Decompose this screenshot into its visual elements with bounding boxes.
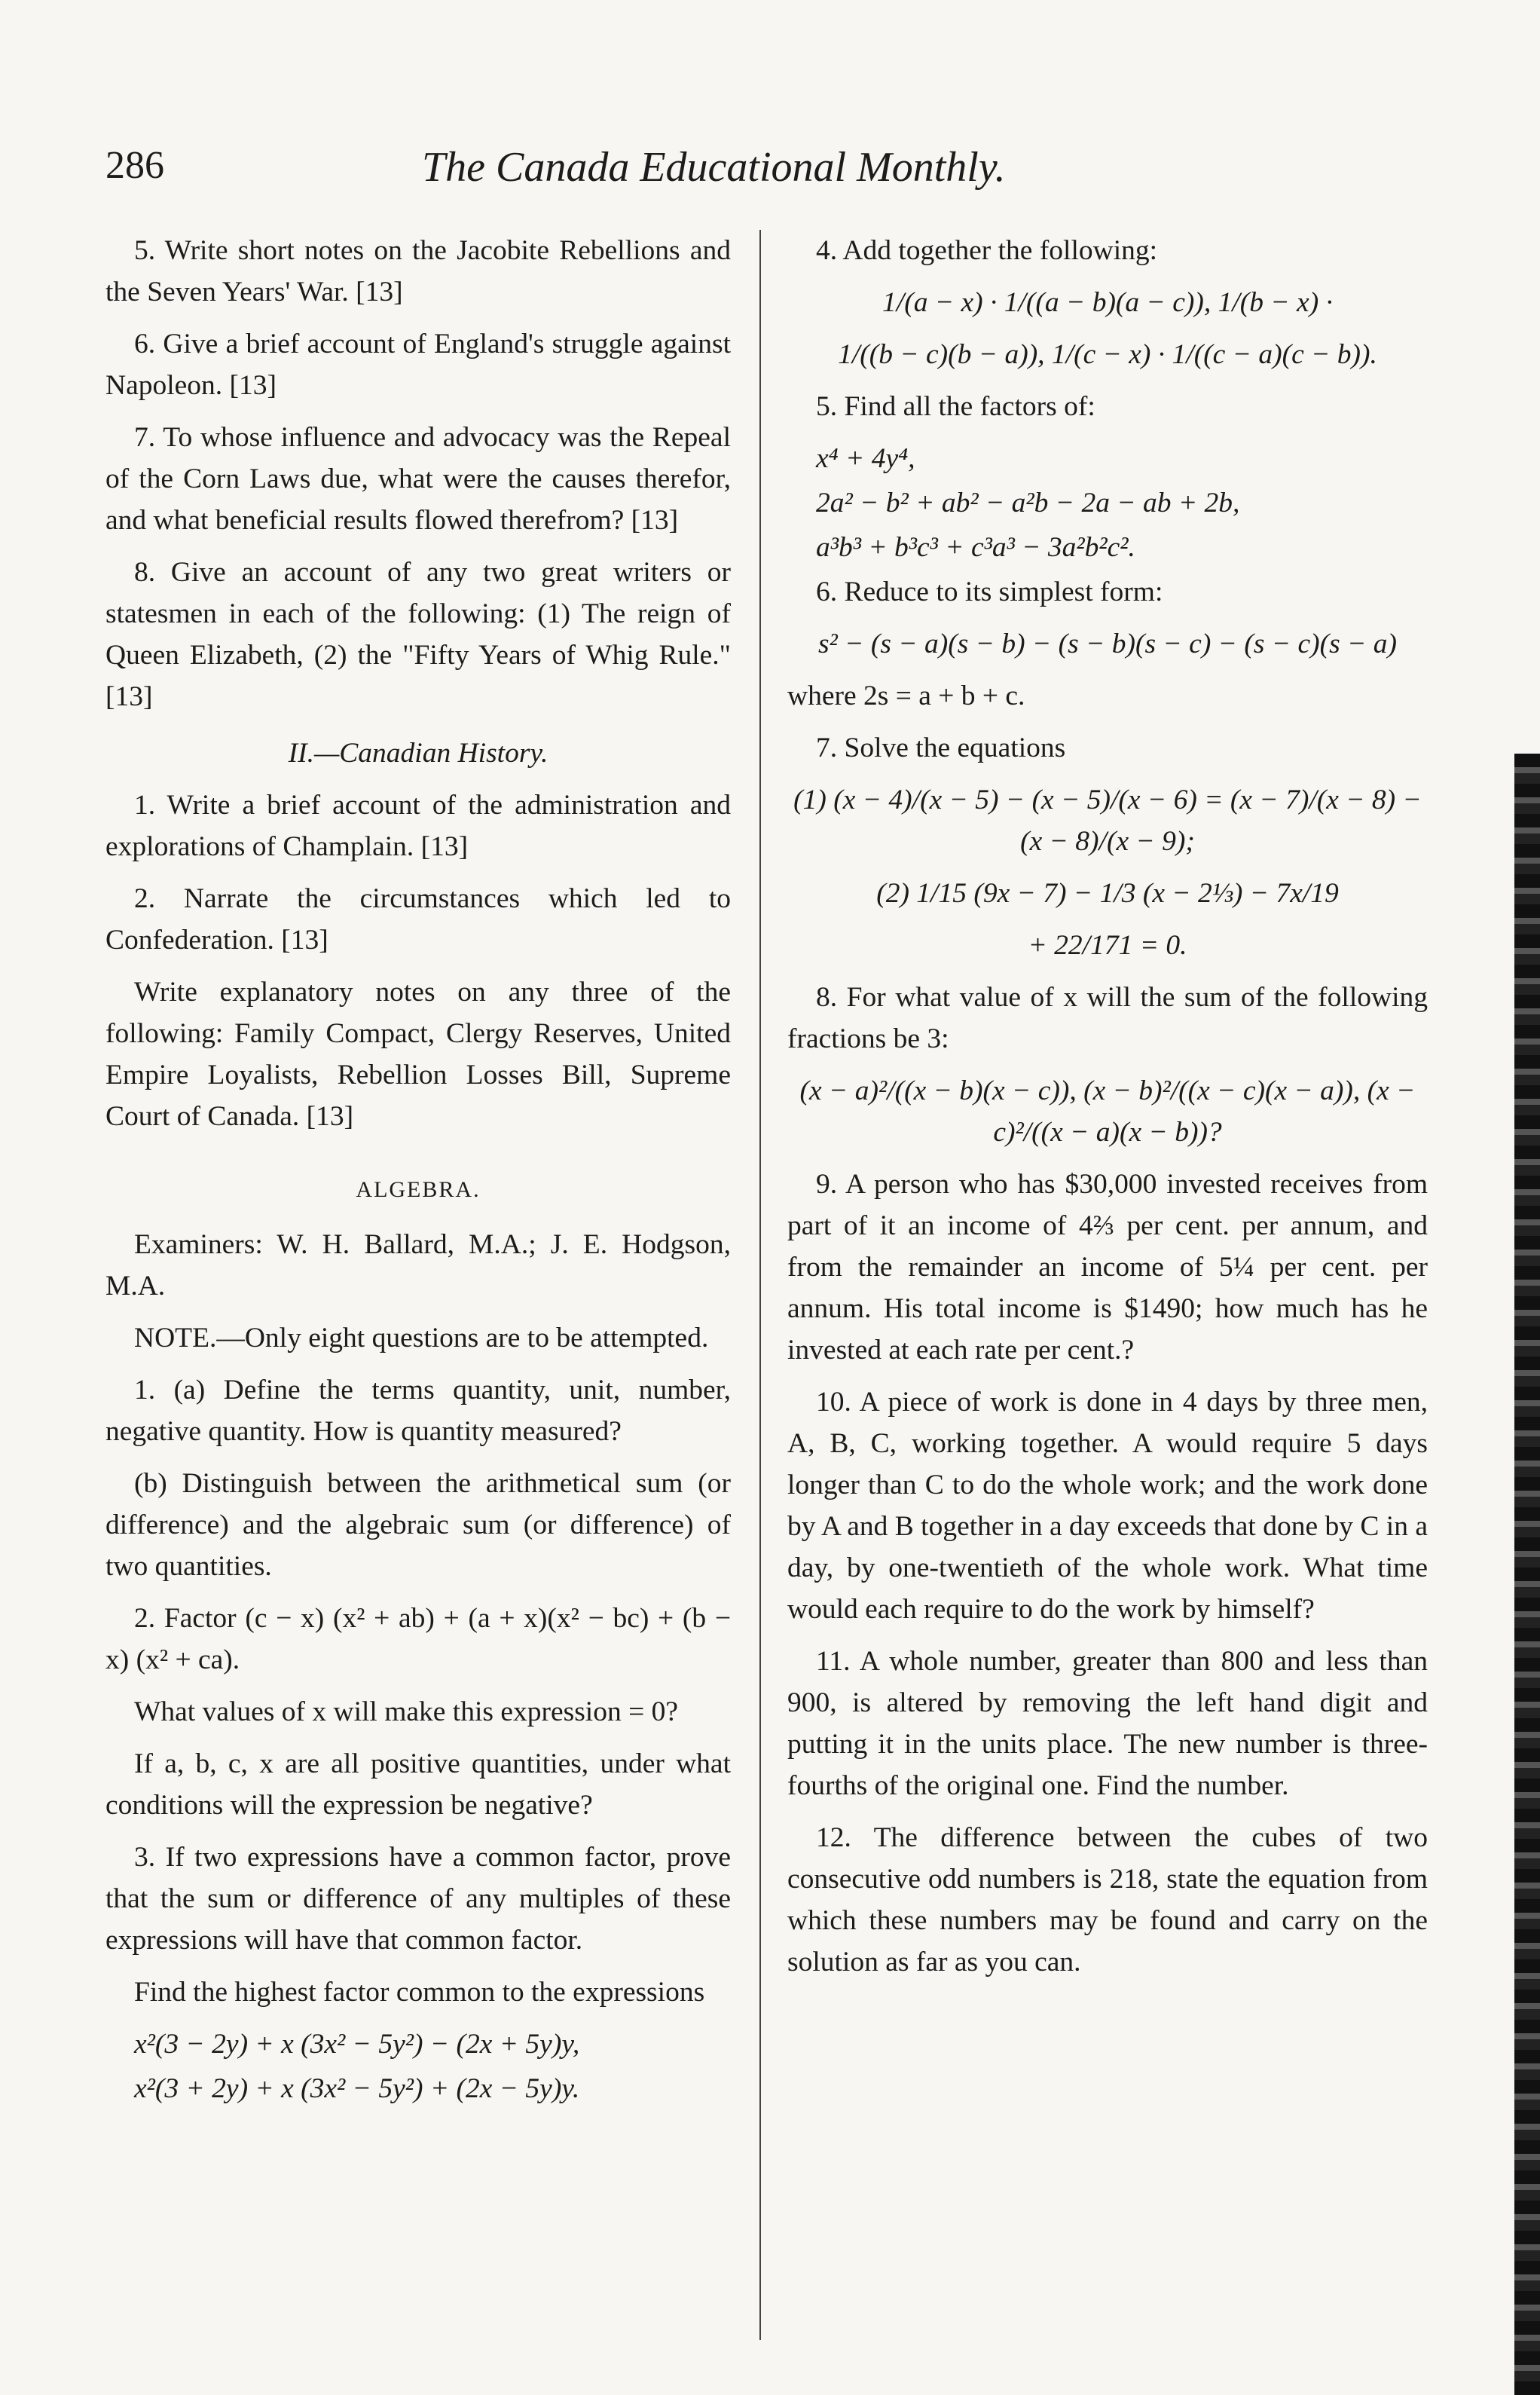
note: NOTE.—Only eight questions are to be attempted. [134, 1323, 709, 1353]
algebra-question-5: 5. Find all the factors of: [816, 391, 1095, 422]
algebra-question-11: 11. A whole number, greater than 800 and less than 900, is altered by removing the left hand digit and putting it in the units place. The new number is three-fourths of the original one. Find the number. [787, 1646, 1428, 1801]
page-number: 286 [105, 144, 164, 187]
question-7-equation-1: (1) (x − 4)/(x − 5) − (x − 5)/(x − 6) = (x − 7)/(x − 8) − (x − 8)/(x − 9); [793, 785, 1422, 857]
page-header [105, 143, 1447, 203]
canadian-question-3: Write explanatory notes on any three of the following: Family Compact, Clergy Reserves, United Empire Loyalists, Rebellion Losses Bill, Supreme Court of Canada. [13] [105, 977, 731, 1132]
algebra-question-6: 6. Reduce to its simplest form: [816, 577, 1163, 607]
question-5: 5. Write short notes on the Jacobite Rebellions and the Seven Years' War. [13] [105, 235, 731, 307]
algebra-question-8: 8. For what value of x will the sum of the following fractions be 3: [787, 982, 1428, 1054]
algebra-question-2c: If a, b, c, x are all positive quantities, under what conditions will the expression be negative? [105, 1748, 731, 1821]
question-5-expression-2: 2a² − b² + ab² − a²b − 2a − ab + 2b, [816, 488, 1240, 518]
algebra-question-12: 12. The difference between the cubes of two consecutive odd numbers is 218, state the equation from which these numbers may be found and carry on the solution as far as you can. [787, 1822, 1428, 1977]
algebra-question-1a: 1. (a) Define the terms quantity, unit, number, negative quantity. How is quantity measured? [105, 1375, 731, 1447]
algebra-heading: ALGEBRA. [356, 1177, 481, 1202]
question-6-expression: s² − (s − a)(s − b) − (s − b)(s − c) − (s − c)(s − a) [817, 629, 1398, 659]
question-4-expression-2: 1/((b − c)(b − a)), 1/(c − x) · 1/((c − a)(c − b)). [838, 339, 1377, 370]
algebra-question-2: 2. Factor (c − x) (x² + ab) + (a + x)(x² − bc) + (b − x) (x² + ca). [105, 1603, 731, 1675]
running-title: The Canada Educational Monthly. [422, 144, 1006, 191]
algebra-question-10: 10. A piece of work is done in 4 days by three men, A, B, C, working together. A would require 5 days longer than C to do the whole work; and the work done by A and B together in a day exceeds that done by C in a day, by one-twentieth of the whole work. What time would each require to do the work by himself? [787, 1387, 1428, 1625]
algebra-question-3: 3. If two expressions have a common factor, prove that the sum or difference of any multiples of these expressions will have that common factor. [105, 1842, 731, 1956]
question-6: 6. Give a brief account of England's struggle against Napoleon. [13] [105, 329, 731, 401]
algebra-question-7: 7. Solve the equations [816, 733, 1066, 763]
question-5-expression-1: x⁴ + 4y⁴, [816, 443, 915, 474]
question-5-expression-3: a³b³ + b³c³ + c³a³ − 3a²b²c². [816, 532, 1135, 563]
algebra-question-2b: What values of x will make this expression = 0? [134, 1696, 679, 1727]
expression-2: x²(3 + 2y) + x (3x² − 5y²) + (2x − 5y)y. [134, 2073, 580, 2104]
question-4-expression-1: 1/(a − x) · 1/((a − b)(a − c)), 1/(b − x) · [882, 287, 1333, 318]
question-6-where: where 2s = a + b + c. [787, 681, 1025, 711]
algebra-question-4: 4. Add together the following: [816, 235, 1158, 266]
algebra-question-3b: Find the highest factor common to the expressions [134, 1977, 705, 2008]
canadian-history-heading: II.—Canadian History. [288, 738, 548, 769]
question-7-equation-2: (2) 1/15 (9x − 7) − 1/3 (x − 2⅓) − 7x/19 [876, 878, 1339, 909]
column-divider [759, 230, 761, 2340]
canadian-question-2: 2. Narrate the circumstances which led to Confederation. [13] [105, 883, 731, 956]
question-7-equation-3: + 22/171 = 0. [1028, 930, 1187, 961]
page-edge-shadow [1514, 754, 1540, 2395]
expression-1: x²(3 − 2y) + x (3x² − 5y²) − (2x + 5y)y, [134, 2029, 580, 2060]
algebra-question-9: 9. A person who has $30,000 invested receives from part of it an income of 4⅔ per cent. per annum, and from the remainder an income of 5¼ per cent. per annum. His total income is $1490; how much has he invested at each rate per cent.? [787, 1169, 1428, 1366]
right-column [787, 230, 1428, 1993]
question-8: 8. Give an account of any two great writers or statesmen in each of the following: (1) The reign of Queen Elizabeth, (2) the "Fifty Years of Whig Rule." [13] [105, 557, 731, 712]
question-8-expression: (x − a)²/((x − b)(x − c)), (x − b)²/((x − c)(x − a)), (x − c)²/((x − a)(x − b))? [799, 1075, 1416, 1148]
question-7: 7. To whose influence and advocacy was the Repeal of the Corn Laws due, what were the causes therefor, and what beneficial results flowed therefrom? [13] [105, 422, 731, 536]
algebra-question-1b: (b) Distinguish between the arithmetical sum (or difference) and the algebraic sum (or difference) of two quantities. [105, 1468, 731, 1582]
canadian-question-1: 1. Write a brief account of the administration and explorations of Champlain. [13] [105, 790, 731, 862]
left-column [105, 230, 731, 2112]
examiners: Examiners: W. H. Ballard, M.A.; J. E. Hodgson, M.A. [105, 1229, 731, 1301]
